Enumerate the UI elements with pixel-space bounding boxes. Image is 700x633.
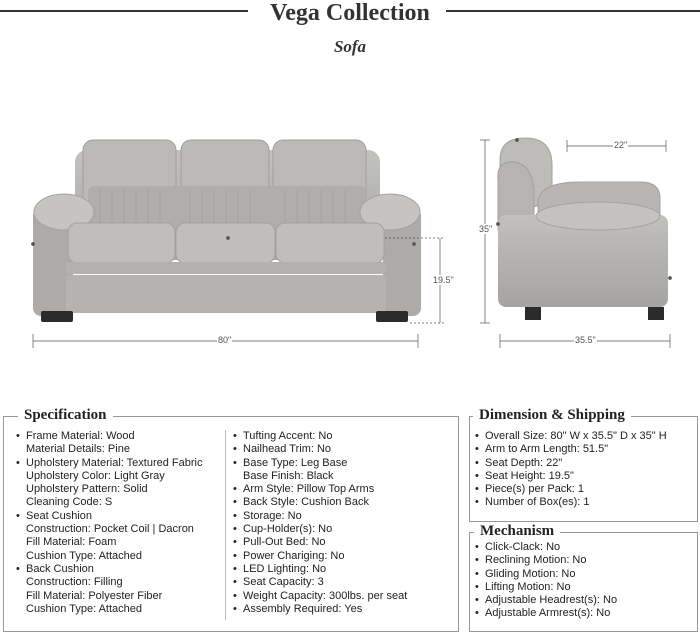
specification-heading: Specification <box>18 407 113 424</box>
list-item: • Piece(s) per Pack: 1 <box>475 483 667 496</box>
page-subtitle: Sofa <box>333 37 367 56</box>
list-item: • Lifting Motion: No <box>475 581 617 594</box>
width-dimension-label: 80" <box>218 335 232 345</box>
list-item: Upholstery Pattern: Solid <box>26 483 148 496</box>
list-item: • LED Lighting: No <box>233 563 407 576</box>
mechanism-list <box>475 541 617 621</box>
list-item: • Overall Size: 80" W x 35.5" D x 35" H <box>475 430 667 443</box>
list-item: • Weight Capacity: 300lbs. per seat <box>233 590 407 603</box>
list-item: • Storage: No <box>233 510 407 523</box>
depth-dimension-label: 35.5" <box>575 335 596 345</box>
list-item: Cushion Type: Attached <box>26 549 142 562</box>
list-item: • Adjustable Headrest(s): No <box>475 594 617 607</box>
seat-height-dimension-label: 19.5" <box>433 275 454 285</box>
list-item: • Gliding Motion: No <box>475 568 617 581</box>
list-item: • Tufting Accent: No <box>233 430 407 443</box>
list-item: • Click-Clack: No <box>475 541 617 554</box>
list-item: • Cup-Holder(s): No <box>233 523 407 536</box>
list-item: Construction: Pocket Coil | Dacron <box>26 523 194 536</box>
seat-depth-dimension-label: 22" <box>614 140 628 150</box>
list-item: Material Details: Pine <box>26 443 130 456</box>
shipping-list <box>475 430 667 510</box>
list-item: • Nailhead Trim: No <box>233 443 407 456</box>
list-item: Cleaning Code: S <box>26 496 113 509</box>
list-item: • Adjustable Armrest(s): No <box>475 607 617 620</box>
sofa-front-view-image <box>0 120 460 360</box>
list-item: • Frame Material: Wood <box>16 430 202 443</box>
list-item: • Back Style: Cushion Back <box>233 496 407 509</box>
specification-list-left <box>16 430 202 616</box>
list-item: • Arm to Arm Length: 51.5" <box>475 443 667 456</box>
list-item: • Seat Cushion <box>16 510 202 523</box>
list-item: Construction: Filling <box>26 576 123 589</box>
list-item: • Arm Style: Pillow Top Arms <box>233 483 407 496</box>
list-item: Fill Material: Foam <box>26 536 117 549</box>
list-item: • Upholstery Material: Textured Fabric <box>16 457 202 470</box>
mechanism-heading: Mechanism <box>474 523 560 540</box>
specification-list-right <box>233 430 407 616</box>
height-dimension-label: 35" <box>479 224 493 234</box>
list-item: Upholstery Color: Light Gray <box>26 469 165 482</box>
list-item: • Reclining Motion: No <box>475 554 617 567</box>
list-item: Base Finish: Black <box>243 469 334 482</box>
list-item: • Seat Height: 19.5" <box>475 470 667 483</box>
specification-divider <box>225 430 226 620</box>
page-title: Vega Collection <box>270 0 430 26</box>
list-item: Fill Material: Polyester Fiber <box>26 589 163 602</box>
list-item: • Assembly Required: Yes <box>233 603 407 616</box>
list-item: Cushion Type: Attached <box>26 602 142 615</box>
sofa-side-view-image <box>470 120 700 360</box>
list-item: • Power Chariging: No <box>233 550 407 563</box>
list-item: • Base Type: Leg Base <box>233 457 407 470</box>
list-item: • Seat Capacity: 3 <box>233 576 407 589</box>
list-item: • Seat Depth: 22" <box>475 457 667 470</box>
list-item: • Pull-Out Bed: No <box>233 536 407 549</box>
list-item: • Number of Box(es): 1 <box>475 496 667 509</box>
shipping-heading: Dimension & Shipping <box>473 407 631 424</box>
list-item: • Back Cushion <box>16 563 202 576</box>
